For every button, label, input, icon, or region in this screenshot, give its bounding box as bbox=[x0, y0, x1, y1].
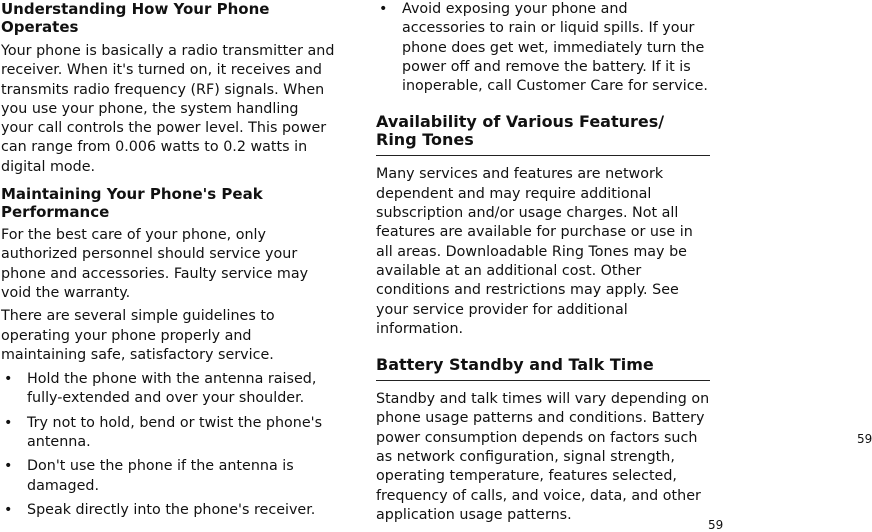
bullet-icon: • bbox=[4, 458, 13, 475]
page-number-bottom: 59 bbox=[708, 518, 724, 532]
paragraph-battery: Standby and talk times will vary depending on phone usage patterns and conditions. Battery power consumption depends on factors such as network configuration, signal strength, operating temperature, features selected, frequency of calls, and voice, data, and other application usage patterns. bbox=[376, 391, 710, 523]
list-item: • Don't use the phone if the antenna is damaged. bbox=[4, 458, 294, 494]
heading-peak-performance: Maintaining Your Phone's Peak Performance bbox=[1, 185, 263, 222]
paragraph-phone-operation: Your phone is basically a radio transmitter and receiver. When it's turned on, it receives and transmits radio frequency (RF) signals. When you use your phone, the system handling your call controls the power level. This power can range from 0.006 watts to 0.2 watts in digital mode. bbox=[1, 43, 335, 175]
left-column bbox=[1, 0, 335, 520]
bullet-icon: • bbox=[379, 1, 388, 17]
heading-understanding-phone: Understanding How Your Phone Operates bbox=[1, 0, 270, 36]
bullet-icon: • bbox=[4, 414, 13, 431]
guideline-list bbox=[1, 370, 335, 520]
bullet-icon: • bbox=[4, 501, 13, 518]
page-number-side: 59 bbox=[857, 432, 872, 446]
list-item: • Speak directly into the phone's receiver. bbox=[1, 501, 335, 520]
paragraph-care: For the best care of your phone, only authorized personnel should service your phone and accessories. Faulty service may void the warranty. bbox=[1, 227, 309, 301]
right-column bbox=[376, 0, 710, 525]
paragraph-availability: Many services and features are network dependent and may require additional subscription and/or usage charges. Not all features are available for purchase or use in all areas. Downloadable Ring Tones may be available at an additional cost. Other conditions and restrictions may apply. See your service provider for additional information. bbox=[376, 166, 693, 337]
heading-availability: Availability of Various Features/ Ring Tones bbox=[376, 113, 710, 156]
precaution-list bbox=[376, 0, 710, 96]
list-item: • Try not to hold, bend or twist the phone's antenna. bbox=[4, 414, 323, 451]
bullet-icon: • bbox=[4, 371, 13, 388]
list-item: • Avoid exposing your phone and accessories to rain or liquid spills. If your phone does get wet, immediately turn the power off and remove the battery. If it is inoperable, call Customer Care for service. bbox=[379, 1, 708, 95]
paragraph-guidelines: There are several simple guidelines to operating your phone properly and maintaining safe, satisfactory service. bbox=[1, 308, 275, 363]
heading-battery: Battery Standby and Talk Time bbox=[376, 356, 710, 381]
list-item: • Hold the phone with the antenna raised, fully-extended and over your shoulder. bbox=[4, 371, 317, 407]
